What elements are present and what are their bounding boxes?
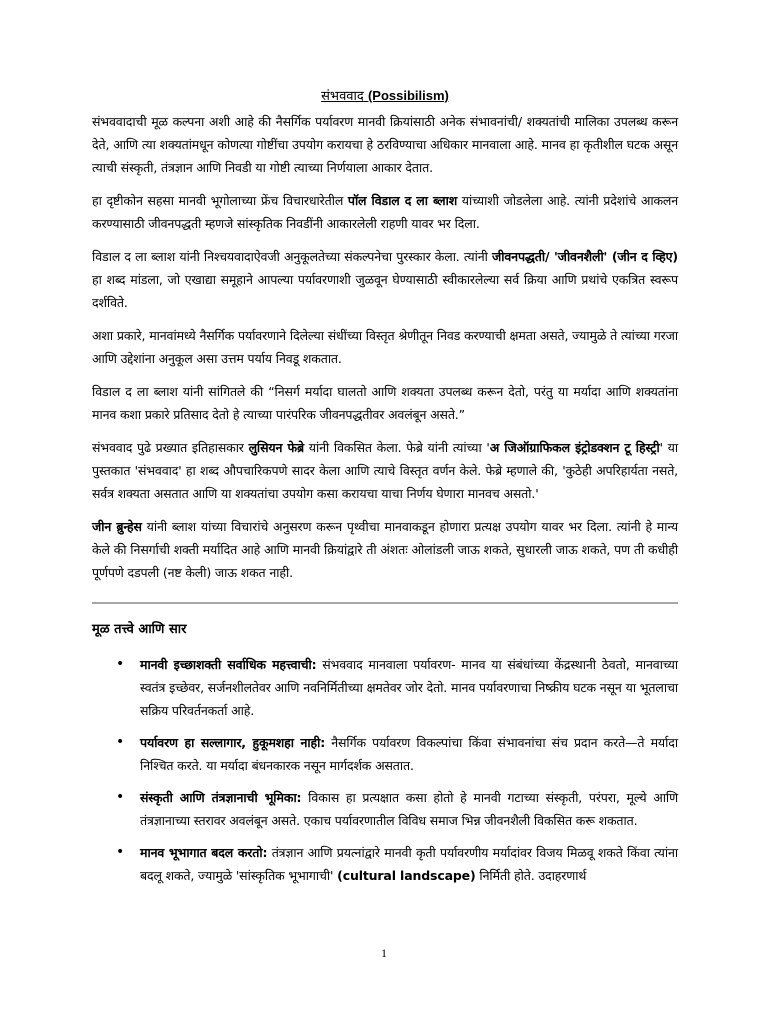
list-item <box>92 731 678 777</box>
bold-term: पॉल विडाल द ला ब्लाश <box>347 193 458 208</box>
text-run: संभववाद पुढे प्रख्यात इतिहासकार <box>92 440 249 455</box>
text-run: हा शब्द मांडला, जो एखाद्या समूहाने आपल्या पर्यावरणाशी जुळवून घेण्यासाठी स्वीकारलेल्या सर्व क्रिया आणि प्रथांचे एकत्रित स्वरूप दर्शविते. <box>92 272 678 310</box>
list-item <box>92 786 678 832</box>
text-run: यांनी ब्लाश यांच्या विचारांचे अनुसरण करून पृथ्वीचा मानवाकडून होणारा प्रत्यक्ष उपयोग यावर भर दिला. त्यांनी हे मान्य केले की निसर्गाची शक्ती मर्यादित आहे आणि मानवी क्रियांद्वारे ती अंशतः ओलांडली जाऊ शकते, सुधारली जाऊ शकते, पण ती कधीही पूर्णपणे दडपली (नष्ट केली) जाऊ शकत नाही. <box>92 519 679 580</box>
text-run: विकास हा प्रत्यक्षात कसा होतो हे मानवी गटाच्या संस्कृती, परंपरा, मूल्ये आणि तंत्रज्ञानाच्या स्तरावर अवलंबून असते. एकाच पर्यावरणातील विविध समाज भिन्न जीवनशैली विकसित करू शकतात. <box>140 790 678 828</box>
title-marathi: संभववाद <box>321 89 364 104</box>
bold-term: (cultural landscape) <box>337 868 476 883</box>
bold-term: संस्कृती आणि तंत्रज्ञानाची भूमिका: <box>140 790 302 805</box>
text-run: ' या पुस्तकात 'संभववाद' हा शब्द औपचारिकपणे सादर केला आणि त्याचे विस्तृत वर्णन केले. फेब्रे म्हणाले की, 'कुठेही अपरिहार्यता नसते, सर्वत्र शक्यता असतात आणि या शक्यतांचा उपयोग कसा करायचा याचा निर्णय घेणारा मानवच असतो.' <box>92 440 678 501</box>
text-run: यांनी विकसित केला. फेब्रे यांनी त्यांच्या ' <box>303 440 490 455</box>
text-run: विडाल द ला ब्लाश यांनी निश्चयवादाऐवजी अनुकूलतेच्या संकल्पनेचा पुरस्कार केला. त्यांनी <box>92 249 492 264</box>
text-run: संभववादाची मूळ कल्पना अशी आहे की नैसर्गिक पर्यावरण मानवी क्रियांसाठी अनेक संभावनांची/ शक्यतांची मालिका उपलब्ध करून देते, आणि त्या शक्यतांमधून कोणत्या गोष्टींचा उपयोग करायचा हे ठरविण्याचा अधिकार मानवाला आहे. मानव हा कृतीशील घटक असून त्याची संस्कृती, तंत्रज्ञान आणि निवडी या गोष्टी त्याच्या निर्णयाला आकार देतात. <box>92 114 678 175</box>
bold-term: मानव भूभागात बदल करतो: <box>140 845 268 860</box>
list-item <box>92 653 678 722</box>
text-run: नैसर्गिक पर्यावरण विकल्पांचा किंवा संभावनांचा संच प्रदान करते—ते मर्यादा निश्चित करते. या मर्यादा बंधनकारक नसून मार्गदर्शक असतात. <box>140 735 678 773</box>
principles-list <box>92 653 678 887</box>
bold-term: अ जिऑग्राफिकल इंट्रोडक्शन टू हिस्ट्री <box>489 440 660 455</box>
body-paragraph <box>92 515 678 584</box>
body-paragraph <box>92 380 678 426</box>
body-paragraph <box>92 324 678 370</box>
title-english: (Possibilism) <box>367 88 449 103</box>
text-run: यांच्याशी जोडलेला आहे. त्यांनी प्रदेशांचे आकलन करण्यासाठी जीवनपद्धती म्हणजे सांस्कृतिक निवडींनी आकारलेली राहणी यावर भर दिला. <box>92 193 679 231</box>
body-paragraph <box>92 436 678 505</box>
text-run: हा दृष्टीकोन सहसा मानवी भूगोलाच्या फ्रेंच विचारधारेतील <box>92 193 348 208</box>
section-divider <box>92 602 678 604</box>
bold-term: जीवनपद्धती/ 'जीवनशैली' (जीन द व्हिए) <box>492 249 678 264</box>
body-paragraph <box>92 245 678 314</box>
document-title <box>92 84 678 104</box>
text-run: तंत्रज्ञान आणि प्रयत्नांद्वारे मानवी कृती पर्यावरणीय मर्यादांवर विजय मिळवू शकते किंवा त्यांना बदलू शकते, ज्यामुळे 'सांस्कृतिक भूभागाची' <box>140 845 678 883</box>
body-paragraph <box>92 110 678 179</box>
body-paragraph <box>92 189 678 235</box>
bold-term: लुसियन फेब्रे <box>248 440 304 455</box>
bold-term: पर्यावरण हा सल्लागार, हुकूमशहा नाही: <box>140 735 326 750</box>
document-page <box>92 84 678 896</box>
section-heading: मूळ तत्त्वे आणि सार <box>92 622 187 637</box>
list-item <box>92 841 678 887</box>
page-number: 1 <box>381 946 387 960</box>
bullet-icon: • <box>116 656 125 672</box>
bullet-icon: • <box>116 789 125 805</box>
bold-term: मानवी इच्छाशक्ती सर्वाधिक महत्त्वाची: <box>140 657 317 672</box>
bold-term: जीन ब्रुन्हेस <box>92 519 142 534</box>
text-run: निर्मिती होते. उदाहरणार्थ <box>475 868 587 883</box>
text-run: अशा प्रकारे, मानवांमध्ये नैसर्गिक पर्यावरणाने दिलेल्या संधींच्या विस्तृत श्रेणीतून निवड करण्याची क्षमता असते, ज्यामुळे ते त्यांच्या गरजा आणि उद्देशांना अनुकूल असा उत्तम पर्याय निवडू शकतात. <box>92 328 678 366</box>
text-run: संभववाद मानवाला पर्यावरण- मानव या संबंधांच्या केंद्रस्थानी ठेवतो, मानवाच्या स्वतंत्र इच्छेवर, सर्जनशीलतेवर आणि नवनिर्मितीच्या क्षमतेवर जोर देतो. मानव पर्यावरणाचा निष्क्रीय घटक नसून या भूतलाचा सक्रिय परिवर्तनकर्ता आहे. <box>140 657 678 718</box>
text-run: विडाल द ला ब्लाश यांनी सांगितले की “निसर्ग मर्यादा घालतो आणि शक्यता उपलब्ध करून देतो, परंतु या मर्यादा आणि शक्यतांना मानव कशा प्रकारे प्रतिसाद देतो हे त्याच्या पारंपरिक जीवनपद्धतीवर अवलंबून असते.” <box>92 384 678 422</box>
bullet-icon: • <box>116 844 125 860</box>
body-paragraphs <box>92 110 678 584</box>
bullet-icon: • <box>116 734 125 750</box>
